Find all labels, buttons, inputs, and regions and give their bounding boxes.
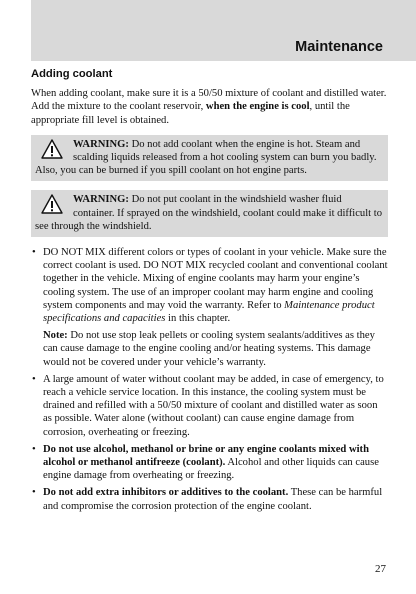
bullet-glyph: • [32,373,36,385]
page-header-title: Maintenance [295,39,383,55]
main-content [31,68,388,517]
warning-text: Do not add coolant when the engine is hot. Steam and scalding liquids released from a hot cooling system can burn you badly. Also, you can be burned if you spill coolant on hot engine parts. [35,138,377,177]
warning-title: WARNING: [73,194,129,206]
warning-triangle-icon [41,194,63,214]
list-item: • Do not add extra inhibitors or additives to the coolant. These can be harmful and compromise the corrosion protection of the engine coolant. [32,487,383,512]
warning-triangle-icon [41,139,63,159]
list-item: • DO NOT MIX different colors or types of coolant in your vehicle. Make sure the correct coolant is used. DO NOT MIX recycled coolant and conventional coolant together in the vehicle. Mixing of engine coolants may harm your engine’s cooling system. The use of an improper coolant may harm engine and cooling system components and may void the warranty. Refer to Maintenance product specifications and capacities in this chapter. [32,247,388,325]
section-title: Adding coolant [31,68,113,80]
warning-title: WARNING: [73,138,129,150]
coolant-guidelines-list-2 [31,373,388,513]
bullet-glyph: • [32,443,36,455]
bullet-glyph: • [32,487,36,499]
bullet-glyph: • [32,247,36,259]
list-item: • A large amount of water without coolant may be added, in case of emergency, to reach a vehicle service location. In this instance, the cooling system must be drained and refilled with a 50/50 mixture of coolant and distilled water as soon as possible. Water alone (without coolant) can cause engine damage from corrosion, overheating or freezing. [32,373,384,438]
list-item: • Do not use alcohol, methanol or brine or any engine coolants mixed with alcohol or methanol antifreeze (coolant). Alcohol and other liquids can cause engine damage from overheating or freezing. [32,443,379,482]
coolant-guidelines-list [31,246,388,325]
cross-reference: Maintenance product specifications and capacities [43,299,375,325]
warning-box-hot-engine [31,135,388,182]
page-number: 27 [375,563,386,575]
note-paragraph: Note: Do not use stop leak pellets or cooling system sealants/additives as they can cause damage to the engine cooling and/or heating systems. This damage would not be covered under your vehicle’s warranty. [43,330,375,368]
warning-text: Do not put coolant in the windshield washer fluid container. If sprayed on the windshield, coolant could make it difficult to see through the windshield. [35,194,383,232]
warning-box-washer-fluid [31,190,388,237]
intro-paragraph: When adding coolant, make sure it is a 50/50 mixture of coolant and distilled water. Add the mixture to the coolant reservoir, when the engine is cool, until the appropriate fill level is obtained. [31,88,387,126]
